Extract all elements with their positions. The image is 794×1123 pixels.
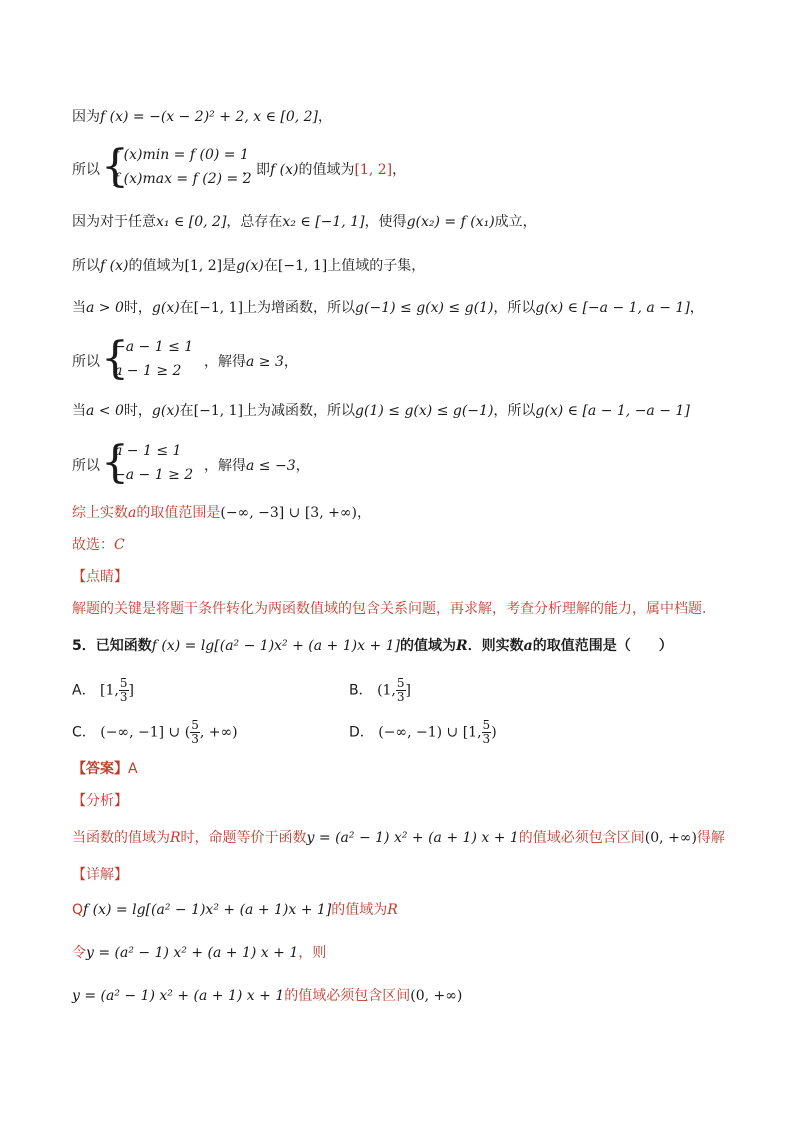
formula: [−1, 1] bbox=[277, 258, 328, 274]
formula: [1, 2] bbox=[354, 162, 393, 178]
formula: [−1, 1] bbox=[193, 300, 244, 316]
text: ，所以 bbox=[493, 300, 536, 316]
solution-system-1 bbox=[72, 141, 472, 193]
option-label: D． bbox=[349, 724, 374, 741]
brace-glyph: { bbox=[101, 333, 129, 384]
system-row: a − 1 ≥ 2 bbox=[114, 363, 182, 379]
detail-line-1 bbox=[72, 900, 398, 920]
formula: g(x₂) = f (x₁) bbox=[406, 214, 495, 230]
solution-conclusion bbox=[72, 503, 371, 523]
formula: (0, +∞) bbox=[410, 988, 463, 1004]
formula: (−∞, −1) ∪ [1, bbox=[378, 724, 482, 741]
text: ， bbox=[392, 162, 407, 178]
text: Q bbox=[72, 902, 84, 918]
text: 综上实数 bbox=[72, 505, 128, 521]
text: ，所以 bbox=[493, 403, 536, 419]
analysis-text bbox=[72, 828, 725, 848]
formula: g(x) ∈ [−a − 1, a − 1] bbox=[535, 300, 690, 316]
option-label: C． bbox=[72, 724, 96, 741]
text: 是 bbox=[222, 258, 237, 274]
formula: ] bbox=[405, 682, 411, 699]
text: ，则 bbox=[298, 945, 327, 961]
system-row: f (x)min = f (0) = 1 bbox=[114, 147, 249, 163]
text: 的取值范围是（ ） bbox=[532, 638, 673, 654]
text: 的值域必须包含区间 bbox=[518, 830, 645, 846]
system-tail bbox=[204, 456, 310, 476]
formula: [1, bbox=[100, 682, 119, 699]
formula: f (x) bbox=[100, 258, 129, 274]
text: 时，命题等价于函数 bbox=[180, 830, 307, 846]
solution-choice bbox=[72, 535, 125, 555]
option-label: B． bbox=[349, 682, 373, 699]
brace-glyph: { bbox=[101, 437, 129, 488]
solution-system-3 bbox=[72, 437, 472, 489]
system-row: −a − 1 ≥ 2 bbox=[114, 467, 194, 483]
numerator: 5 bbox=[191, 718, 199, 732]
answer-label: 【答案】 bbox=[72, 761, 128, 777]
formula: [1, 2] bbox=[184, 258, 223, 274]
formula: g(x) bbox=[236, 258, 264, 274]
option-a[interactable] bbox=[72, 677, 134, 704]
formula: a ≤ −3 bbox=[246, 458, 296, 474]
text: ，即 bbox=[242, 162, 270, 178]
text: ， bbox=[283, 354, 298, 370]
text: 所以 bbox=[72, 162, 100, 178]
formula: x₁ ∈ [0, 2] bbox=[156, 214, 227, 230]
formula: g(1) ≤ g(x) ≤ g(−1) bbox=[355, 403, 494, 419]
fraction bbox=[190, 719, 200, 746]
text: 在 bbox=[179, 403, 194, 419]
text: 成立， bbox=[494, 214, 537, 230]
detail-line-2 bbox=[72, 943, 326, 963]
text: 因为 bbox=[72, 109, 100, 125]
analysis-label: 【分析】 bbox=[72, 793, 128, 809]
question-5-stem bbox=[72, 636, 673, 656]
detail-label: 【详解】 bbox=[72, 867, 128, 883]
solution-line-3 bbox=[72, 212, 537, 232]
formula: , +∞) bbox=[199, 724, 238, 741]
formula: ] bbox=[128, 682, 134, 699]
text: 5．已知函数 bbox=[72, 638, 152, 654]
formula: f (x) = −(x − 2)² + 2, x ∈ [0, 2] bbox=[100, 109, 319, 125]
formula: g(x) bbox=[151, 300, 180, 316]
formula: y = (a² − 1) x² + (a + 1) x + 1 bbox=[86, 945, 299, 961]
answer-value: A bbox=[128, 761, 138, 777]
system-tail bbox=[242, 160, 406, 180]
text: 所以 bbox=[72, 258, 100, 274]
formula: g(x) ∈ [a − 1, −a − 1] bbox=[535, 403, 690, 419]
formula: a bbox=[523, 638, 533, 654]
text: ， bbox=[318, 109, 333, 125]
text: 上为增函数，所以 bbox=[243, 300, 356, 316]
brace-glyph: { bbox=[101, 141, 129, 192]
detail-line-3 bbox=[72, 986, 462, 1006]
option-b[interactable] bbox=[349, 677, 411, 704]
text: 当 bbox=[72, 300, 86, 316]
formula: f (x) bbox=[270, 162, 299, 178]
text: 因为对于任意 bbox=[72, 214, 156, 230]
text: 上值域的子集， bbox=[327, 258, 426, 274]
text: 当函数的值域为 bbox=[72, 830, 170, 846]
text: 的取值范围是 bbox=[136, 505, 221, 521]
formula: a bbox=[128, 505, 137, 521]
answer-line bbox=[72, 759, 138, 779]
text: 的值域为 bbox=[400, 638, 456, 654]
numerator: 5 bbox=[119, 676, 128, 690]
formula: (1, bbox=[377, 682, 396, 699]
formula: R bbox=[387, 902, 398, 918]
text: 上为减函数，所以 bbox=[243, 403, 356, 419]
text: 的值域为 bbox=[298, 162, 355, 178]
text: 当 bbox=[72, 403, 86, 419]
formula: y = (a² − 1) x² + (a + 1) x + 1 bbox=[72, 988, 285, 1004]
option-c[interactable] bbox=[72, 719, 238, 746]
text: ．则实数 bbox=[467, 638, 524, 654]
solution-line-7 bbox=[72, 401, 690, 421]
denominator: 3 bbox=[482, 732, 491, 746]
numerator: 5 bbox=[482, 718, 491, 732]
fraction bbox=[119, 677, 129, 704]
system-row: −a − 1 ≤ 1 bbox=[114, 339, 194, 355]
denominator: 3 bbox=[396, 690, 405, 704]
numerator: 5 bbox=[396, 676, 405, 690]
solution-line-5 bbox=[72, 298, 704, 318]
text: 令 bbox=[72, 945, 86, 961]
formula: R bbox=[456, 638, 468, 654]
text: ，使得 bbox=[364, 214, 407, 230]
formula: C bbox=[114, 537, 125, 553]
text: 得解 bbox=[696, 830, 725, 846]
text: 时， bbox=[123, 403, 152, 419]
dianjing-label: 【点睛】 bbox=[72, 569, 128, 585]
formula: R bbox=[170, 830, 181, 846]
formula: (0, +∞) bbox=[644, 830, 697, 846]
formula: a < 0 bbox=[86, 403, 124, 419]
formula: g(x) bbox=[151, 403, 180, 419]
formula: ) bbox=[491, 724, 497, 741]
fraction bbox=[396, 677, 406, 704]
fraction bbox=[482, 719, 492, 746]
text: 所以 bbox=[72, 354, 100, 370]
text: ，解得 bbox=[204, 458, 246, 474]
formula: g(−1) ≤ g(x) ≤ g(1) bbox=[355, 300, 494, 316]
text: 在 bbox=[263, 258, 278, 274]
text: 的值域为 bbox=[331, 902, 388, 918]
solution-system-2 bbox=[72, 333, 472, 385]
text: ， bbox=[295, 458, 310, 474]
text: ， bbox=[356, 505, 371, 521]
text: 时， bbox=[123, 300, 152, 316]
text: 所以 bbox=[72, 458, 100, 474]
dianjing-text: 解题的关键是将题干条件转化为两函数值域的包含关系问题，再求解，考查分析理解的能力，属中档题. bbox=[72, 601, 707, 617]
formula: (−∞, −1] ∪ ( bbox=[100, 724, 191, 741]
system-row: a − 1 ≤ 1 bbox=[114, 443, 182, 459]
system-row: f (x)max = f (2) = 2 bbox=[114, 171, 252, 187]
text: ，解得 bbox=[204, 354, 246, 370]
formula: f (x) = lg[(a² − 1)x² + (a + 1)x + 1] bbox=[151, 638, 400, 654]
solution-line-4 bbox=[72, 256, 425, 276]
formula: a ≥ 3 bbox=[246, 354, 284, 370]
option-d[interactable] bbox=[349, 719, 497, 746]
denominator: 3 bbox=[119, 690, 128, 704]
denominator: 3 bbox=[191, 732, 199, 746]
text: 在 bbox=[179, 300, 194, 316]
text: 的值域必须包含区间 bbox=[284, 988, 411, 1004]
system-tail bbox=[204, 352, 298, 372]
option-label: A． bbox=[72, 682, 96, 699]
text: 的值域为 bbox=[128, 258, 185, 274]
text: ，总存在 bbox=[226, 214, 283, 230]
formula: x₂ ∈ [−1, 1] bbox=[282, 214, 365, 230]
formula: y = (a² − 1) x² + (a + 1) x + 1 bbox=[306, 830, 519, 846]
text: 故选： bbox=[72, 537, 114, 553]
formula: f (x) = lg[(a² − 1)x² + (a + 1)x + 1] bbox=[83, 902, 332, 918]
formula: [−1, 1] bbox=[193, 403, 244, 419]
formula: (−∞, −3] ∪ [3, +∞) bbox=[220, 505, 357, 521]
formula: a > 0 bbox=[86, 300, 124, 316]
text: ， bbox=[689, 300, 704, 316]
solution-line-1 bbox=[72, 107, 332, 127]
